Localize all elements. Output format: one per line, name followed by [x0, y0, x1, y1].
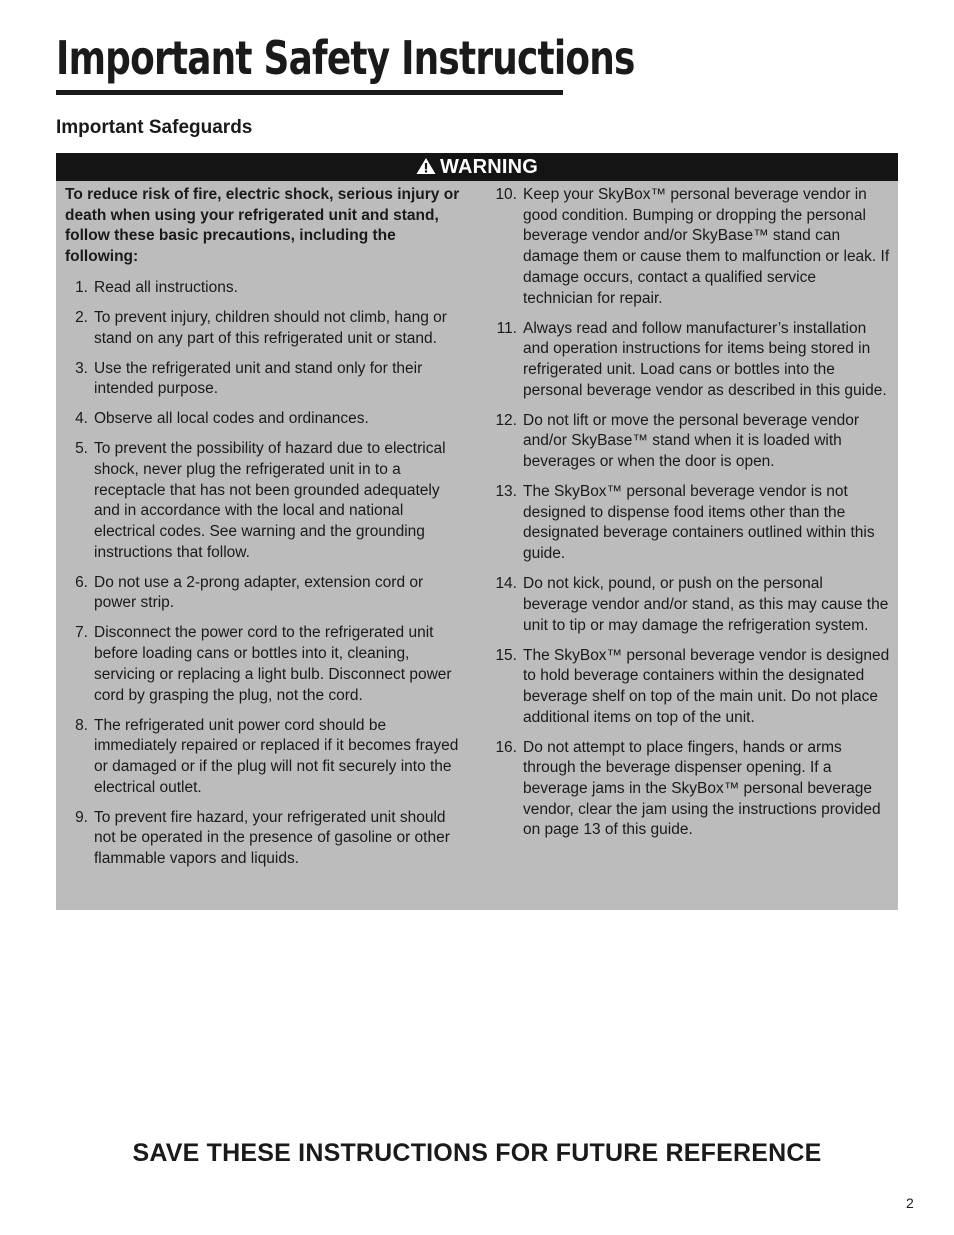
precautions-list-right [494, 185, 890, 841]
list-item-number: 4. [75, 410, 88, 428]
list-item-text: Disconnect the power cord to the refrigerated unit before loading cans or bottles into it, cleaning, servicing or replacing a light bulb. Disconnect power cord by grasping the plug, not the cord. [94, 624, 452, 704]
list-item-text: Do not kick, pound, or push on the personal beverage vendor and/or stand, as this may cause the unit to tip or may damage the refrigeration system. [523, 575, 889, 634]
list-item [494, 574, 890, 636]
list-item [65, 573, 465, 614]
list-item-number: 1. [75, 278, 88, 296]
list-item-text: To prevent the possibility of hazard due to electrical shock, never plug the refrigerated unit in to a receptacle that has not been grounded adequately and in accordance with the local and national electrical codes. See warning and the grounding instructions that follow. [94, 440, 446, 561]
warning-box [56, 153, 898, 910]
list-item [65, 716, 465, 799]
warning-intro: To reduce risk of fire, electric shock, serious injury or death when using your refrigerated unit and stand, follow these basic precautions, including the following: [65, 186, 460, 266]
list-item-number: 15. [495, 646, 517, 664]
list-item-number: 3. [75, 359, 88, 377]
list-item-text: Use the refrigerated unit and stand only for their intended purpose. [94, 359, 423, 398]
page-title: Important Safety Instructions [56, 31, 635, 85]
warning-right-column [494, 185, 890, 850]
warning-label: WARNING [439, 155, 539, 178]
list-item-text: The refrigerated unit power cord should be immediately repaired or replaced if it becomes frayed or damaged or if the plug will not fit securely into the electrical outlet. [94, 716, 459, 796]
warning-header [56, 153, 898, 181]
list-item-number: 11. [496, 319, 517, 337]
list-item-number: 8. [75, 716, 88, 734]
list-item [494, 646, 890, 729]
list-item-text: Observe all local codes and ordinances. [94, 410, 369, 428]
list-item [65, 359, 465, 400]
list-item-number: 2. [75, 308, 88, 326]
list-item [494, 185, 890, 309]
section-heading: Important Safeguards [56, 117, 253, 138]
list-item-number: 5. [75, 440, 88, 458]
warning-left-column [65, 185, 465, 879]
list-item-number: 9. [75, 808, 88, 826]
list-item-number: 13. [495, 483, 517, 501]
list-item-text: The SkyBox™ personal beverage vendor is designed to hold beverage containers within the designated beverage shelf on top of the main unit. Do not place additional items on top of the unit. [523, 646, 890, 726]
list-item-number: 14. [495, 575, 517, 593]
warning-triangle-icon [416, 157, 436, 175]
page-number: 2 [906, 1195, 914, 1211]
save-instructions-note: SAVE THESE INSTRUCTIONS FOR FUTURE REFERENCE [132, 1139, 822, 1167]
list-item [494, 482, 890, 565]
list-item-text: Keep your SkyBox™ personal beverage vendor in good condition. Bumping or dropping the personal beverage vendor and/or SkyBase™ stand can damage them or cause them to malfunction or leak. If damage occurs, contact a qualified service technician for repair. [523, 186, 890, 307]
list-item-number: 10. [495, 186, 517, 203]
list-item-number: 7. [75, 624, 88, 642]
list-item [65, 808, 465, 870]
list-item-text: To prevent fire hazard, your refrigerated unit should not be operated in the presence of gasoline or other flammable vapors and liquids. [94, 808, 450, 868]
list-item [65, 278, 465, 299]
list-item [65, 409, 465, 430]
list-item-number: 16. [495, 738, 517, 756]
precautions-list-left [65, 278, 465, 870]
list-item [65, 623, 465, 706]
list-item [494, 411, 890, 473]
list-item [65, 308, 465, 349]
list-item-number: 12. [495, 411, 517, 429]
title-underline [56, 90, 563, 95]
list-item-text: Do not lift or move the personal beverage vendor and/or SkyBase™ stand when it is loaded with beverages or when the door is open. [523, 411, 860, 471]
list-item [65, 439, 465, 563]
list-item-text: The SkyBox™ personal beverage vendor is not designed to dispense food items other than the designated beverage containers outlined within this guide. [523, 483, 875, 563]
list-item-number: 6. [75, 573, 88, 591]
list-item-text: Do not use a 2-prong adapter, extension cord or power strip. [94, 573, 424, 612]
list-item-text: Read all instructions. [94, 278, 238, 296]
list-item [494, 738, 890, 842]
list-item-text: Do not attempt to place fingers, hands or arms through the beverage dispenser opening. If a beverage jams in the SkyBox™ personal beverage vendor, clear the jam using the instructions provided on page 13 of this guide. [523, 738, 881, 839]
list-item [494, 319, 890, 402]
list-item-text: To prevent injury, children should not climb, hang or stand on any part of this refrigerated unit or stand. [94, 308, 447, 347]
list-item-text: Always read and follow manufacturer’s installation and operation instructions for items being stored in refrigerated unit. Load cans or bottles into the personal beverage vendor as described in this guide. [523, 319, 887, 399]
